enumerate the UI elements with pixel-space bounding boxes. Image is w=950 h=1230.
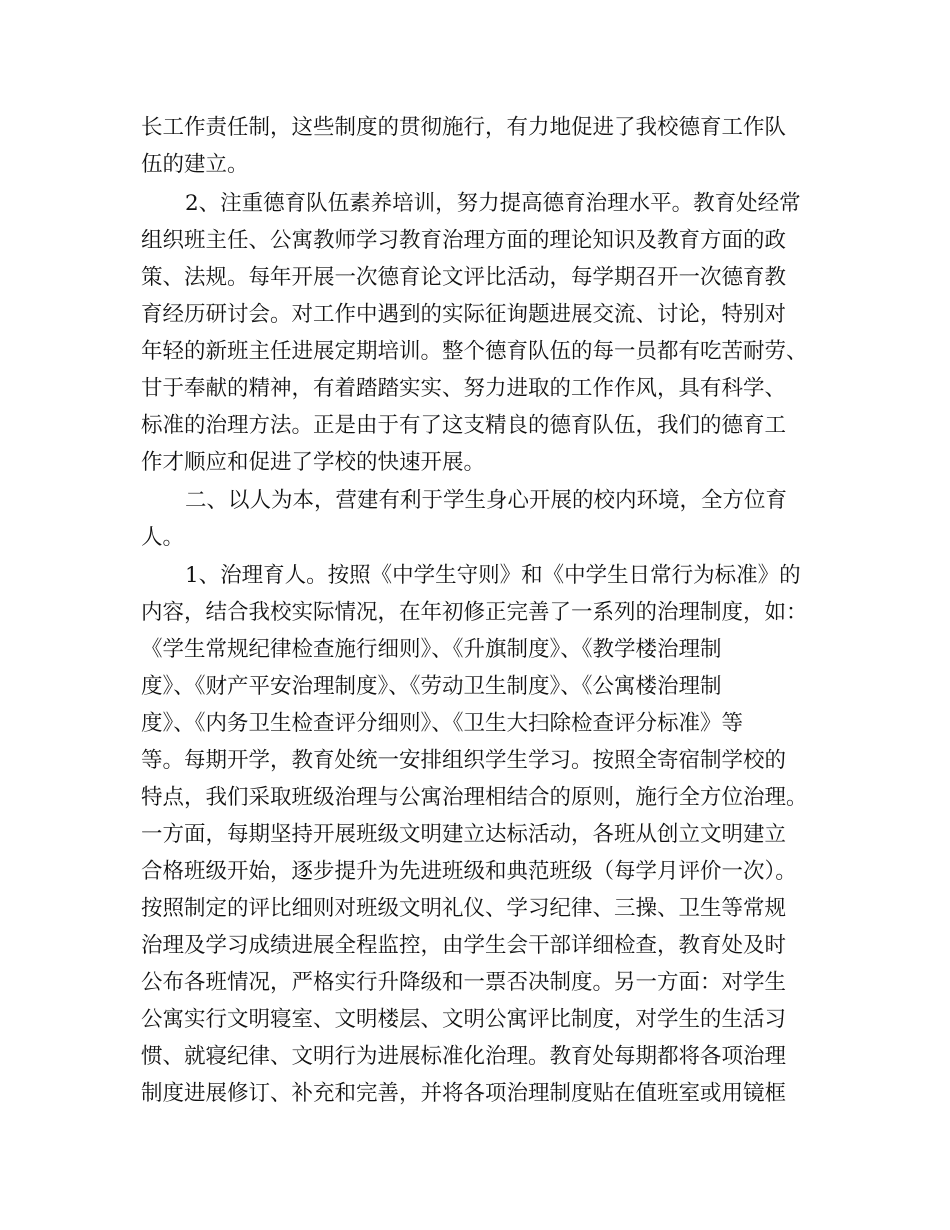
text-line: 长工作责任制，这些制度的贯彻施行，有力地促进了我校德育工作队 (141, 115, 787, 140)
text-line: 制度进展修订、补充和完善，并将各项治理制度贴在值班室或用镜框 (141, 1081, 787, 1106)
text-line: 度》、《内务卫生检查评分细则》、《卫生大扫除检查评分标准》等 (141, 711, 744, 736)
text-line: 治理及学习成绩进展全程监控，由学生会干部详细检查，教育处及时 (141, 933, 787, 958)
text-line: 人。 (141, 525, 185, 550)
text-line: 公寓实行文明寝室、文明楼层、文明公寓评比制度，对学生的生活习 (141, 1007, 787, 1032)
text-line: 甘于奉献的精神，有着踏踏实实、努力进取的工作作风，具有科学、 (141, 376, 787, 401)
text-line: 内容，结合我校实际情况，在年初修正完善了一系列的治理制度，如： (141, 600, 808, 625)
text-line: 作才顺应和促进了学校的快速开展。 (141, 450, 486, 475)
text-line: 公布各班情况，严格实行升降级和一票否决制度。另一方面：对学生 (141, 970, 787, 995)
text-line: 等。每期开学，教育处统一安排组织学生学习。按照全寄宿制学校的 (141, 748, 787, 773)
text-line: 伍的建立。 (141, 152, 249, 177)
section-heading-line: 二、以人为本，营建有利于学生身心开展的校内环境，全方位育 (185, 488, 788, 513)
text-line: 度》、《财产平安治理制度》、《劳动卫生制度》、《公寓楼治理制 (141, 674, 722, 699)
text-line: 惯、就寝纪律、文明行为进展标准化治理。教育处每期都将各项治理 (141, 1044, 787, 1069)
text-line: 一方面，每期坚持开展班级文明建立达标活动，各班从创立文明建立 (141, 822, 787, 847)
text-line: 合格班级开始，逐步提升为先进班级和典范班级（每学月评价一次）。 (141, 859, 797, 884)
text-line: 特点，我们采取班级治理与公寓治理相结合的原则，施行全方位治理。 (141, 785, 808, 810)
text-line: 育经历研讨会。对工作中遇到的实际征询题进展交流、讨论，特别对 (141, 302, 787, 327)
text-line: 组织班主任、公寓教师学习教育治理方面的理论知识及教育方面的政 (141, 228, 787, 253)
text-line: 策、法规。每年开展一次德育论文评比活动，每学期召开一次德育教 (141, 265, 787, 290)
text-line: 年轻的新班主任进展定期培训。整个德育队伍的每一员都有吃苦耐劳、 (141, 339, 808, 364)
text-line: 标准的治理方法。正是由于有了这支精良的德育队伍，我们的德育工 (141, 413, 787, 438)
paragraph-start-line: 2、注重德育队伍素养培训，努力提高德育治理水平。教育处经常 (185, 191, 801, 216)
paragraph-start-line: 1、治理育人。按照《中学生守则》和《中学生日常行为标准》的 (185, 563, 801, 588)
text-line: 《学生常规纪律检查施行细则》、《升旗制度》、《教学楼治理制 (141, 637, 722, 662)
text-line: 按照制定的评比细则对班级文明礼仪、学习纪律、三操、卫生等常规 (141, 896, 787, 921)
